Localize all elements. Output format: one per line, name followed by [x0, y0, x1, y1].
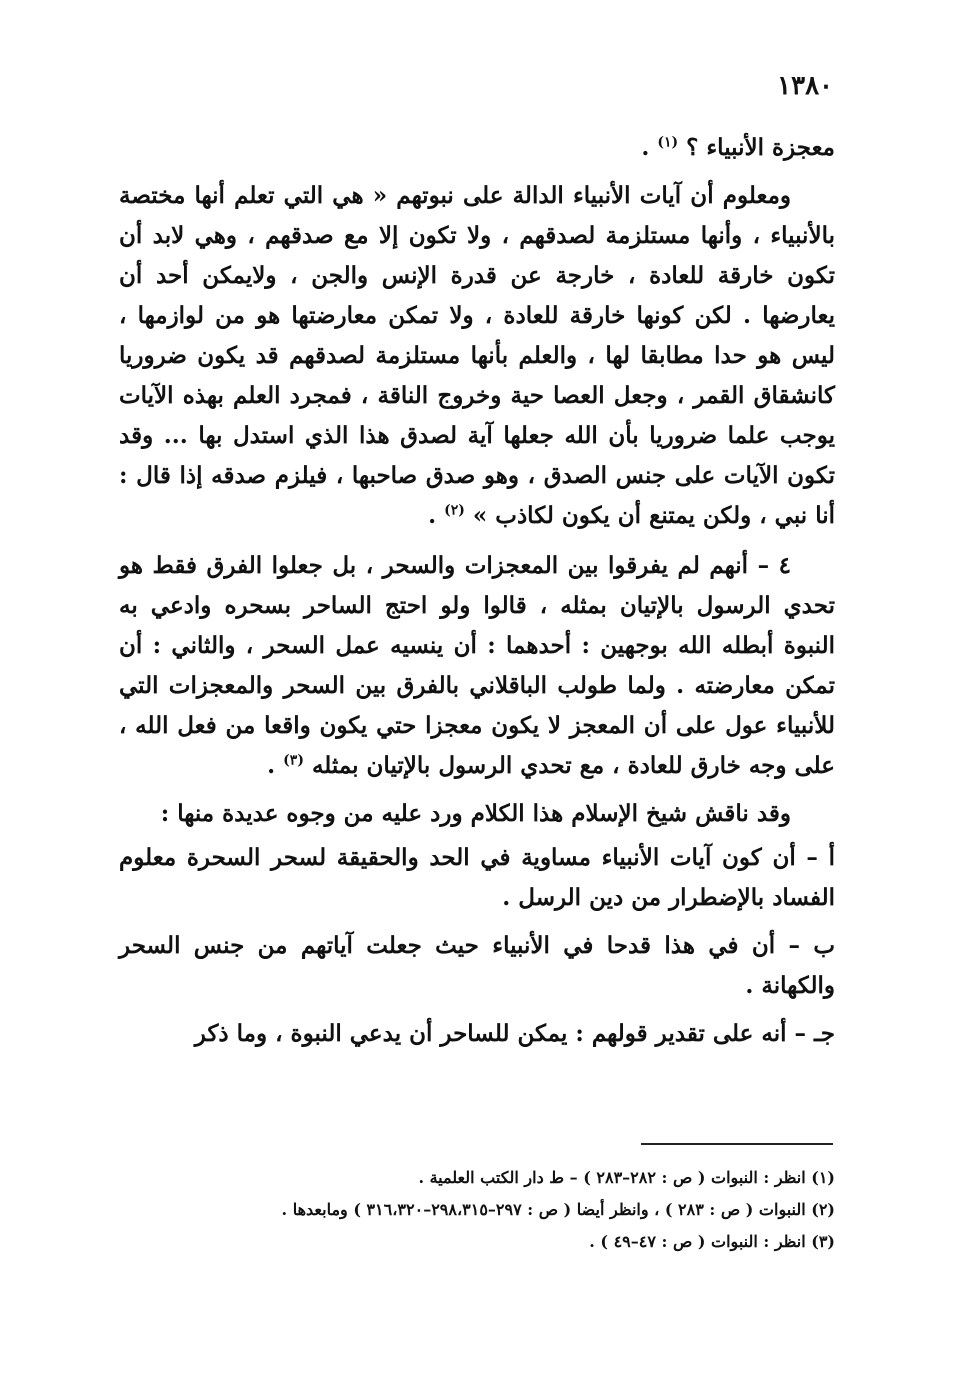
body-text — [119, 128, 835, 1062]
paragraph-discussion: وقد ناقش شيخ الإسلام هذا الكلام ورد عليه من وجوه عديدة منها : — [160, 800, 791, 827]
intro-text: معجزة الأنبياء ؟ — [686, 134, 835, 161]
footnote-3: (٣) انظر : النبوات ( ص : ٤٧–٤٩ ) . — [589, 1232, 835, 1251]
footnote-2: (٢) النبوات ( ص : ٢٨٣ ) ، وانظر أيضا ( ص : ٢٩٧–٢٩٨،٣١٥–٣١٦،٣٢٠ ) ومابعدها . — [281, 1200, 835, 1219]
point4-end: . — [267, 752, 284, 779]
footnotes — [119, 1162, 835, 1258]
footnote-ref-3: (٣) — [283, 752, 304, 769]
footnote-divider — [641, 1143, 833, 1145]
page-number: ١٣٨٠ — [777, 71, 833, 101]
point4-text: ٤ – أنهم لم يفرقوا بين المعجزات والسحر ، بل جعلوا الفرق فقط هو تحدي الرسول بالإتيان بمثله ، قالوا ولو احتج الساحر بسحره وادعي به النبوة أبطله الله بوجهين : أحدهما : أن ينسيه عمل السحر ، والثاني : أن تمكن معارضته . ولما طولب الباقلاني بالفرق بين السحر والمعجزات التي للأنبياء عول على أن المعجز لا يكون معجزا حتي يكون واقعا من فعل الله ، على وجه خارق للعادة ، مع تحدي الرسول بالإتيان بمثله — [119, 552, 835, 779]
paragraph-point-4 — [119, 546, 835, 786]
footnote-ref-1: (١) — [657, 134, 679, 151]
list-item-b: ب – أن في هذا قدحا في الأنبياء حيث جعلت آياتهم من جنس السحر والكهانة . — [119, 932, 835, 999]
list-item-c: جـ – أنه على تقدير قولهم : يمكن للساحر أن يدعي النبوة ، وما ذكر — [194, 1020, 835, 1047]
list-item-a: أ – أن كون آيات الأنبياء مساوية في الحد والحقيقة لسحر السحرة معلوم الفساد بالإضطرار من دين الرسل . — [119, 844, 835, 911]
paragraph-main — [119, 176, 835, 536]
main-end: . — [428, 502, 445, 529]
footnote-ref-2: (٢) — [444, 502, 465, 519]
paragraph-intro — [119, 128, 835, 168]
main-text: ومعلوم أن آيات الأنبياء الدالة على نبوتهم « هي التي تعلم أنها مختصة بالأنبياء ، وأنها مستلزمة لصدقهم ، ولا تكون إلا مع صدقهم ، وهي لابد أن تكون خارقة للعادة ، خارجة عن قدرة الإنس والجن ، ولايمكن أحد أن يعارضها . لكن كونها خارقة للعادة ، ولا تمكن معارضتها هو من لوازمها ، ليس هو حدا مطابقا لها ، والعلم بأنها مستلزمة لصدقهم قد يكون ضروريا كانشقاق القمر ، وجعل العصا حية وخروج الناقة ، فمجرد العلم بهذه الآيات يوجب علما ضروريا بأن الله جعلها آية لصدق هذا الذي استدل بها ... وقد تكون الآيات على جنس الصدق ، وهو صدق صاحبها ، فيلزم صدقه إذا قال : أنا نبي ، ولكن يمتنع أن يكون لكاذب » — [119, 182, 835, 529]
footnote-1: (١) انظر : النبوات ( ص : ٢٨٢–٢٨٣ ) – ط دار الكتب العلمية . — [418, 1168, 835, 1187]
intro-end: . — [641, 134, 658, 161]
